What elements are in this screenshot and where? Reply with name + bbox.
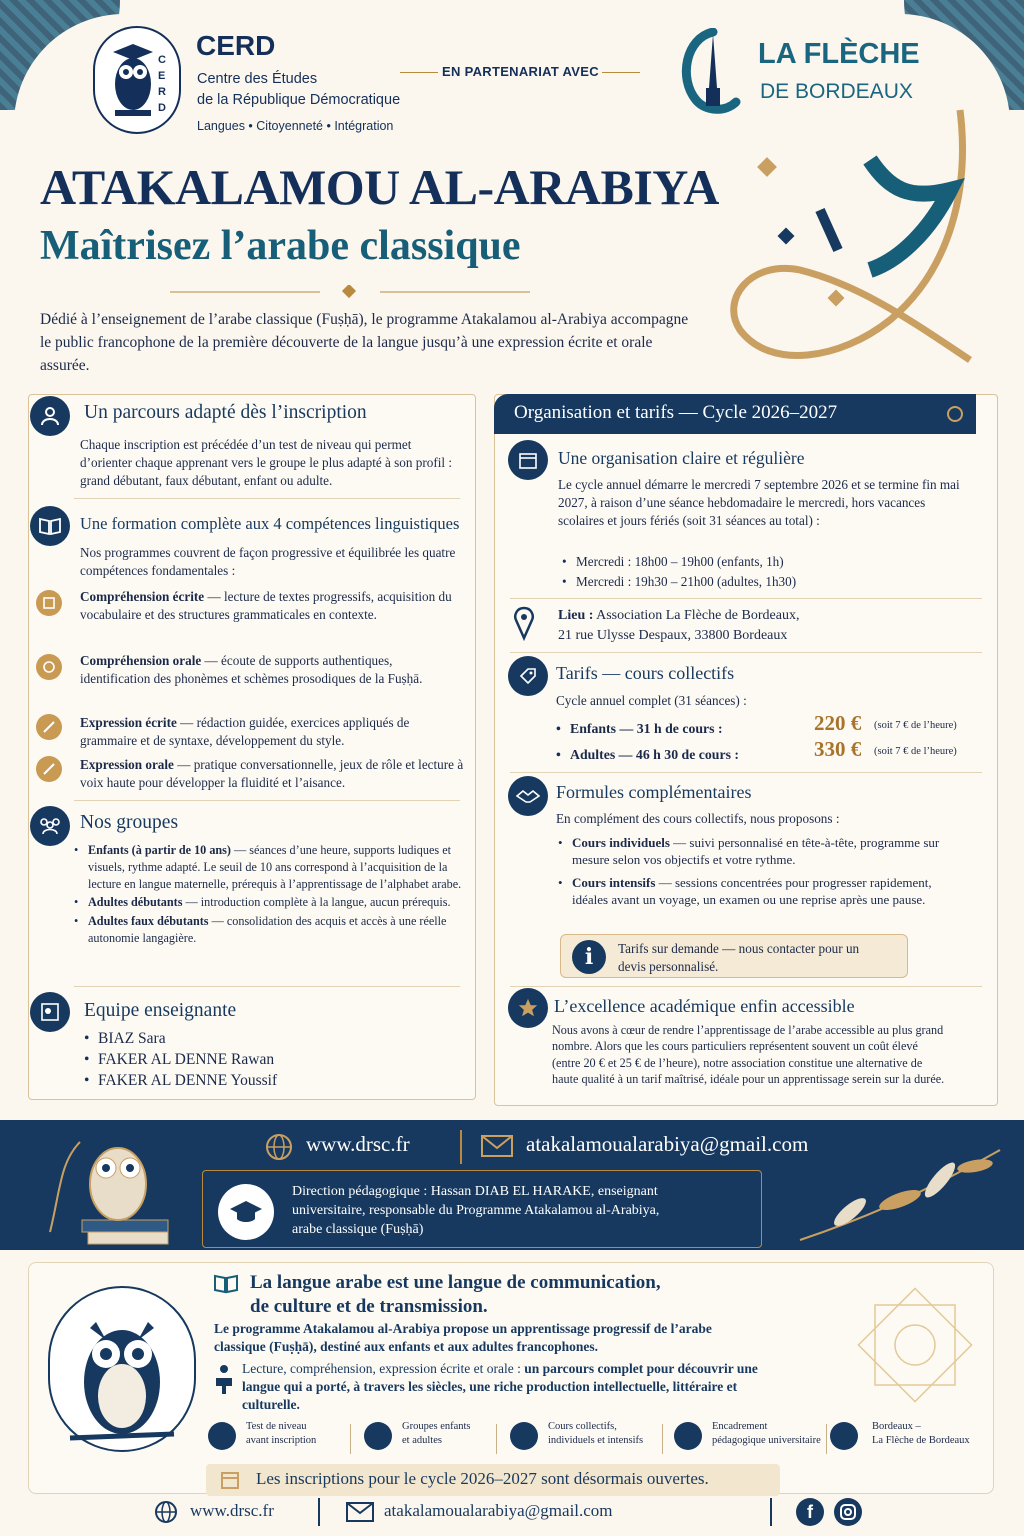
tarif-row-enfants: • Enfants — 31 h de cours : xyxy=(556,716,816,742)
cerd-title: CERD xyxy=(196,30,276,61)
email-link[interactable]: atakalamoualarabiya@gmail.com xyxy=(526,1132,809,1156)
person-icon xyxy=(30,396,70,436)
formules-list xyxy=(558,834,950,908)
registration-text: Les inscriptions pour le cycle 2026–2027 sont désormais ouvertes. xyxy=(256,1469,709,1488)
excellence-title: L’excellence académique enfin accessible xyxy=(554,996,855,1016)
feature-item: Groupes enfants et adultes xyxy=(402,1421,471,1446)
tarif-row-adultes: • Adultes — 46 h 30 de cours : xyxy=(556,742,816,768)
handshake-icon xyxy=(508,776,548,816)
pencil-icon xyxy=(36,714,62,740)
partner-line-left xyxy=(400,72,438,73)
equipe-list xyxy=(84,1028,277,1091)
ear-icon xyxy=(36,654,62,680)
footer-separator xyxy=(318,1498,320,1526)
main-title: ATAKALAMOU AL-ARABIYA xyxy=(40,159,719,215)
info-text: Tarifs sur demande — nous contacter pour un devis personnalisé. xyxy=(618,941,860,974)
graduation-cap-icon xyxy=(674,1422,702,1450)
calendar-icon xyxy=(220,1470,240,1490)
lieu-text: Lieu : Association La Flèche de Bordeaux, 21 rue Ulysse Despaux, 33800 Bordeaux xyxy=(558,608,800,643)
email-icon xyxy=(346,1502,374,1522)
tarifs-intro: Cycle annuel complet (31 séances) : xyxy=(556,693,747,708)
location-pin-icon xyxy=(830,1422,858,1450)
reader-icon xyxy=(214,1364,234,1394)
info-icon: i xyxy=(572,940,606,974)
excellence-text: Nous avons à cœur de rendre l’apprentissage de l’arabe accessible au plus grand nombre. Alors que les cours particuliers représentent souvent un coût élevé (entre 20 € et 25 € de l’heure), notre association constitue une alternative de haute qualité à un tarif maîtrisé, idéale pour un apprentissage serein sur la durée. xyxy=(552,1023,945,1086)
book-icon xyxy=(364,1422,392,1450)
star-icon xyxy=(508,988,548,1028)
feature-separator xyxy=(350,1424,351,1454)
footer-separator xyxy=(770,1498,772,1526)
organisation-title: Une organisation claire et régulière xyxy=(558,448,805,468)
calligraphy-text xyxy=(860,150,862,151)
instagram-icon[interactable] xyxy=(834,1498,862,1526)
formation-intro: Nos programmes couvrent de façon progressive et équilibrée les quatre compétences fondamentales : xyxy=(80,545,456,578)
fleche-subtitle: DE BORDEAUX xyxy=(760,80,913,103)
star-ornament-icon xyxy=(932,392,978,436)
cerd-logo-letters: CERD xyxy=(158,54,166,114)
globe-icon xyxy=(154,1500,178,1524)
owl-books-illustration xyxy=(40,1122,190,1250)
feature-separator xyxy=(496,1424,497,1454)
book-icon xyxy=(214,1274,238,1294)
bottom-lead: Le programme Atakalamou al-Arabiya propose un apprentissage progressif de l’arabe classique (Fuṣḥā), destiné aux enfants et aux adultes francophones. xyxy=(214,1321,712,1354)
formules-intro: En complément des cours collectifs, nous proposons : xyxy=(556,811,840,826)
list-item: • Adultes débutants — introduction complète à la langue, aucun prérequis. xyxy=(74,894,466,911)
list-item: • Cours individuels — suivi personnalisé en tête-à-tête, programme sur mesure selon vos objectifs et votre rythme. xyxy=(558,834,950,868)
parcours-text: Chaque inscription est précédée d’un test de niveau qui permet d’orienter chaque apprenant vers le groupe le plus adapté à son profil : grand débutant, faux débutant, enfant ou adulte. xyxy=(80,437,453,488)
feature-separator xyxy=(826,1424,827,1454)
group-icon xyxy=(208,1422,236,1450)
graduation-cap-icon xyxy=(218,1184,274,1240)
price-note: (soit 7 € de l’heure) xyxy=(874,746,957,757)
price-tag-icon xyxy=(508,656,548,696)
list-item: • Enfants (à partir de 10 ans) — séances d’une heure, supports ludiques et visuels, rythme adapté. Le seuil de 10 ans correspond à l’acquisition de la lecture en langue maternelle, prérequis à l’apprentissage de l’alphabet arabe. xyxy=(74,842,466,892)
schedule-slot: • Mercredi : 18h00 – 19h00 (enfants, 1h) xyxy=(562,552,942,572)
cerd-subtitle-line2: de la République Démocratique xyxy=(197,92,401,108)
schedule-slot: • Mercredi : 19h30 – 21h00 (adultes, 1h30) xyxy=(562,572,942,592)
intro-paragraph: Dédié à l’enseignement de l’arabe classique (Fuṣḥā), le programme Atakalamou al-Arabiya accompagne le public francophone de la première découverte de la langue jusqu’à une expression écrite et orale assurée. xyxy=(40,311,689,374)
groupes-list xyxy=(74,842,466,947)
teacher-name: • BIAZ Sara xyxy=(84,1028,277,1049)
open-book-icon xyxy=(30,506,70,546)
skill-speaking: Expression orale — pratique conversationnelle, jeux de rôle et lecture à voix haute pour développer la fluidité et l’aisance. xyxy=(80,757,464,790)
partner-line-right xyxy=(602,72,640,73)
banner-separator xyxy=(460,1130,462,1164)
facebook-icon[interactable]: f xyxy=(796,1498,824,1526)
parcours-title: Un parcours adapté dès l’inscription xyxy=(84,402,367,423)
divider xyxy=(74,498,460,499)
skill-writing: Expression écrite — rédaction guidée, exercices appliqués de grammaire et de syntaxe, développement du style. xyxy=(80,715,410,748)
email-icon xyxy=(480,1134,514,1158)
groupes-title: Nos groupes xyxy=(80,812,179,833)
chart-icon xyxy=(510,1422,538,1450)
cerd-tagline: Langues • Citoyenneté • Intégration xyxy=(197,119,394,133)
teacher-name: • FAKER AL DENNE Youssif xyxy=(84,1070,277,1091)
website-link[interactable]: www.drsc.fr xyxy=(306,1132,410,1156)
divider xyxy=(74,800,460,801)
schedule-list xyxy=(562,552,942,592)
right-panel-header: Organisation et tarifs — Cycle 2026–2027 xyxy=(494,394,976,434)
price-enfants: 220 € xyxy=(814,711,862,735)
teacher-name: • FAKER AL DENNE Rawan xyxy=(84,1049,277,1070)
skill-listening: Compréhension orale — écoute de supports authentiques, identification des phonèmes et schèmes prosodiques de la Fuṣḥā. xyxy=(80,653,423,686)
feature-item: Bordeaux – La Flèche de Bordeaux xyxy=(872,1421,970,1446)
owl-illustration xyxy=(48,1286,196,1452)
geometric-rosette xyxy=(850,1280,980,1410)
bottom-title-line2: de culture et de transmission. xyxy=(250,1296,488,1317)
globe-icon xyxy=(264,1132,294,1162)
formation-title: Une formation complète aux 4 compétences linguistiques xyxy=(80,514,460,533)
footer-email-link[interactable]: atakalamoualarabiya@gmail.com xyxy=(384,1501,613,1520)
divider xyxy=(510,986,982,987)
fleche-title: LA FLÈCHE xyxy=(758,38,920,70)
organisation-text: Le cycle annuel démarre le mercredi 7 septembre 2026 et se termine fin mai 2027, à raison d’une séance hebdomadaire le mercredi, hors vacances scolaires et jours fériés (soit 31 séances au total) : xyxy=(558,477,960,528)
tarifs-list xyxy=(556,716,816,768)
calendar-icon xyxy=(508,440,548,480)
list-item: • Adultes faux débutants — consolidation des acquis et accès à une réelle autonomie langagière. xyxy=(74,913,466,947)
cerd-subtitle-line1: Centre des Études xyxy=(197,71,318,87)
bottom-text: Lecture, compréhension, expression écrite et orale : un parcours complet pour découvrir une langue qui a porté, à travers les siècles, une riche production intellectuelle, littéraire et culturelle. xyxy=(242,1361,758,1412)
ornament-divider xyxy=(170,284,530,298)
partner-label: EN PARTENARIAT AVEC xyxy=(442,64,599,79)
arabic-calligraphy xyxy=(720,70,1000,390)
teacher-icon xyxy=(30,992,70,1032)
footer-website-link[interactable]: www.drsc.fr xyxy=(190,1501,274,1520)
divider xyxy=(510,772,982,773)
olive-branch-illustration xyxy=(790,1140,1010,1250)
director-text: Direction pédagogique : Hassan DIAB EL HARAKE, enseignant universitaire, responsable du Programme Atakalamou al-Arabiya, arabe classique (Fuṣḥā) xyxy=(292,1184,660,1237)
equipe-title: Equipe enseignante xyxy=(84,1000,237,1021)
price-adultes: 330 € xyxy=(814,737,862,761)
feature-item: Test de niveau avant inscription xyxy=(246,1421,317,1446)
main-subtitle: Maîtrisez l’arabe classique xyxy=(40,223,521,269)
skill-reading: Compréhension écrite — lecture de textes progressifs, acquisition du vocabulaire et des structures grammaticales en contexte. xyxy=(80,589,452,622)
divider xyxy=(510,598,982,599)
location-pin-icon xyxy=(512,606,536,642)
group-icon xyxy=(30,806,70,846)
list-item: • Cours intensifs — sessions concentrées pour progresser rapidement, idéales avant un voyage, un examen ou une reprise après une pause. xyxy=(558,874,950,908)
feature-item: Encadrement pédagogique universitaire xyxy=(712,1421,821,1446)
feature-separator xyxy=(662,1424,663,1454)
bottom-title-line1: La langue arabe est une langue de communication, xyxy=(250,1272,661,1293)
divider xyxy=(74,986,460,987)
reading-icon xyxy=(36,590,62,616)
formules-title: Formules complémentaires xyxy=(556,782,752,802)
divider xyxy=(510,652,982,653)
feature-item: Cours collectifs, individuels et intensifs xyxy=(548,1421,644,1446)
pen-icon xyxy=(36,756,62,782)
tarifs-title: Tarifs — cours collectifs xyxy=(556,663,735,683)
price-note: (soit 7 € de l’heure) xyxy=(874,720,957,731)
